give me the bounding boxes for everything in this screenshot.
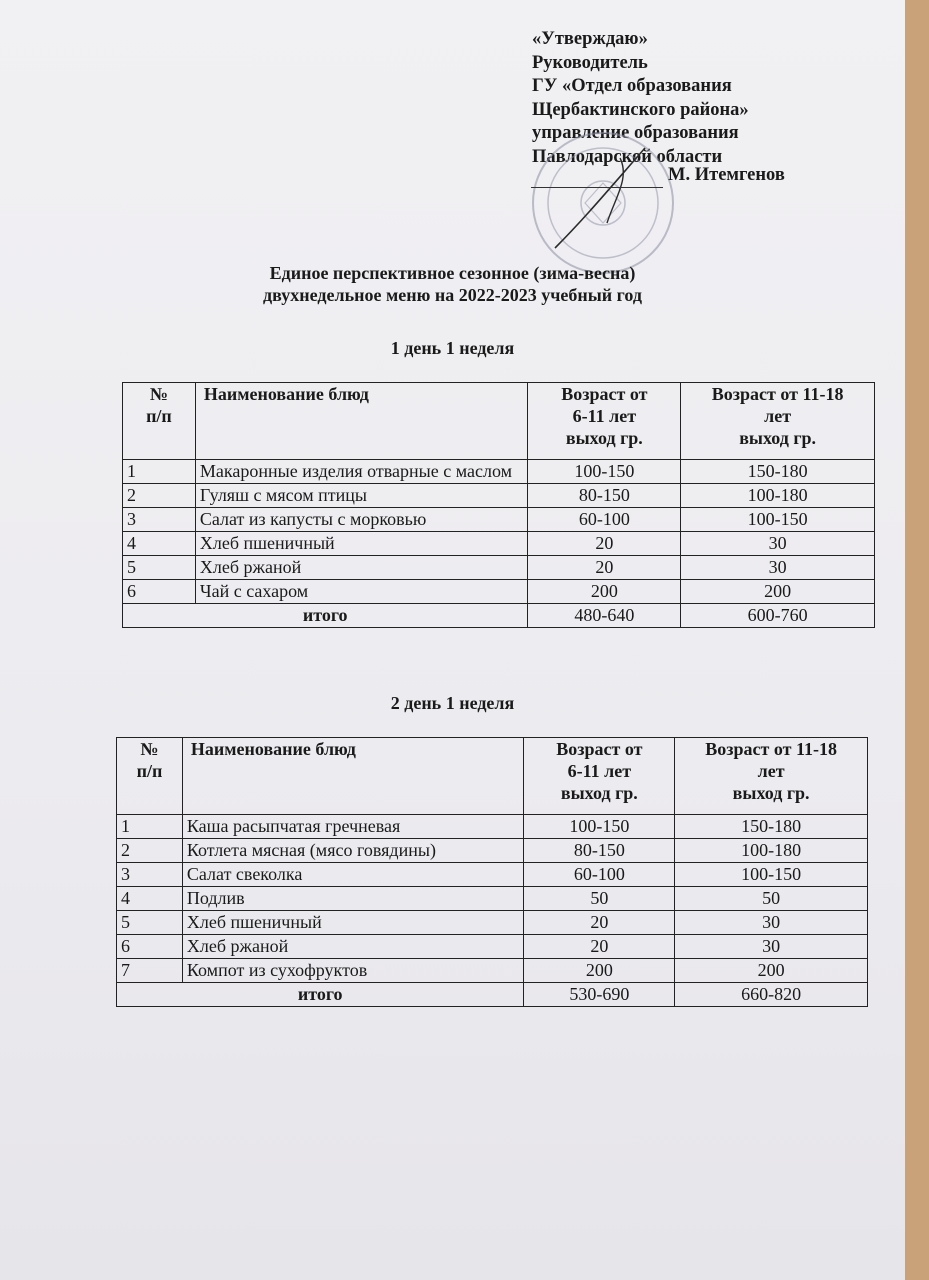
portion-6-11: 100-150 [528,460,681,484]
header-age-6-11: Возраст от 6-11 лет выход гр. [524,738,675,815]
dish-name: Салат из капусты с морковью [195,508,528,532]
table-row [117,815,868,839]
row-number: 5 [117,911,183,935]
row-number: 4 [123,532,196,556]
header-age-11-18: Возраст от 11-18 лет выход гр. [675,738,868,815]
day2-title: 2 день 1 неделя [390,693,515,713]
portion-11-18: 100-150 [675,863,868,887]
menu-table-day2 [116,737,868,1007]
table-row [123,556,875,580]
row-number: 3 [123,508,196,532]
approval-line: Руководитель [532,52,648,73]
header-age-11-18: Возраст от 11-18 лет выход гр. [681,383,875,460]
total-label: итого [117,983,524,1007]
signer-name: М. Итемгенов [668,165,785,185]
total-row [123,604,875,628]
menu-table-day1 [122,382,875,628]
approval-line: Павлодарской области [532,146,723,167]
portion-6-11: 80-150 [524,839,675,863]
table-row [123,580,875,604]
dish-name: Макаронные изделия отварные с маслом [195,460,528,484]
approval-line: управление образования [532,123,739,143]
table-row [123,460,875,484]
dish-name: Салат свеколка [182,863,524,887]
portion-11-18: 150-180 [681,460,875,484]
row-number: 7 [117,959,183,983]
portion-6-11: 200 [524,959,675,983]
approval-line: «Утверждаю» [532,29,648,49]
portion-11-18: 30 [681,532,875,556]
portion-6-11: 200 [528,580,681,604]
title-line-1: Единое перспективное сезонное (зима-весна) [269,263,636,283]
dish-name: Хлеб ржаной [195,556,528,580]
portion-6-11: 20 [528,556,681,580]
table-row [123,532,875,556]
table-row [117,911,868,935]
row-number: 6 [123,580,196,604]
approval-line: ГУ «Отдел образования [532,76,732,96]
row-number: 4 [117,887,183,911]
row-number: 1 [117,815,183,839]
total-value: 660-820 [675,983,868,1007]
total-value: 530-690 [524,983,675,1007]
document-title [0,262,905,306]
header-dish-name: Наименование блюд [182,738,524,815]
header-age-6-11: Возраст от 6-11 лет выход гр. [528,383,681,460]
day1-title: 1 день 1 неделя [390,338,515,358]
table-row [117,935,868,959]
row-number: 1 [123,460,196,484]
dish-name: Хлеб пшеничный [195,532,528,556]
portion-6-11: 60-100 [524,863,675,887]
dish-name: Котлета мясная (мясо говядины) [182,839,524,863]
header-num: № п/п [123,383,196,460]
portion-6-11: 60-100 [528,508,681,532]
portion-6-11: 50 [524,887,675,911]
portion-11-18: 200 [681,580,875,604]
dish-name: Каша расыпчатая гречневая [182,815,524,839]
approval-line: Щербактинского района» [532,99,749,120]
signature-line [531,187,663,188]
table-row [123,508,875,532]
portion-6-11: 20 [528,532,681,556]
portion-11-18: 200 [675,959,868,983]
portion-6-11: 80-150 [528,484,681,508]
portion-11-18: 30 [681,556,875,580]
portion-11-18: 30 [675,911,868,935]
table-row [117,839,868,863]
dish-name: Компот из сухофруктов [182,959,524,983]
portion-11-18: 100-180 [675,839,868,863]
row-number: 5 [123,556,196,580]
total-row [117,983,868,1007]
portion-11-18: 30 [675,935,868,959]
total-value: 480-640 [528,604,681,628]
seal-stamp-icon [515,128,690,278]
row-number: 2 [123,484,196,508]
dish-name: Чай с сахаром [195,580,528,604]
header-num: № п/п [117,738,183,815]
dish-name: Подлив [182,887,524,911]
portion-6-11: 100-150 [524,815,675,839]
portion-6-11: 20 [524,935,675,959]
portion-11-18: 50 [675,887,868,911]
table-row [123,484,875,508]
dish-name: Хлеб ржаной [182,935,524,959]
table-row [117,863,868,887]
table-row [117,959,868,983]
total-value: 600-760 [681,604,875,628]
row-number: 2 [117,839,183,863]
portion-11-18: 100-150 [681,508,875,532]
table-row [117,887,868,911]
total-label: итого [123,604,528,628]
title-line-2: двухнедельное меню на 2022-2023 учебный год [263,285,642,305]
dish-name: Хлеб пшеничный [182,911,524,935]
row-number: 6 [117,935,183,959]
header-dish-name: Наименование блюд [195,383,528,460]
row-number: 3 [117,863,183,887]
portion-11-18: 150-180 [675,815,868,839]
portion-11-18: 100-180 [681,484,875,508]
dish-name: Гуляш с мясом птицы [195,484,528,508]
portion-6-11: 20 [524,911,675,935]
